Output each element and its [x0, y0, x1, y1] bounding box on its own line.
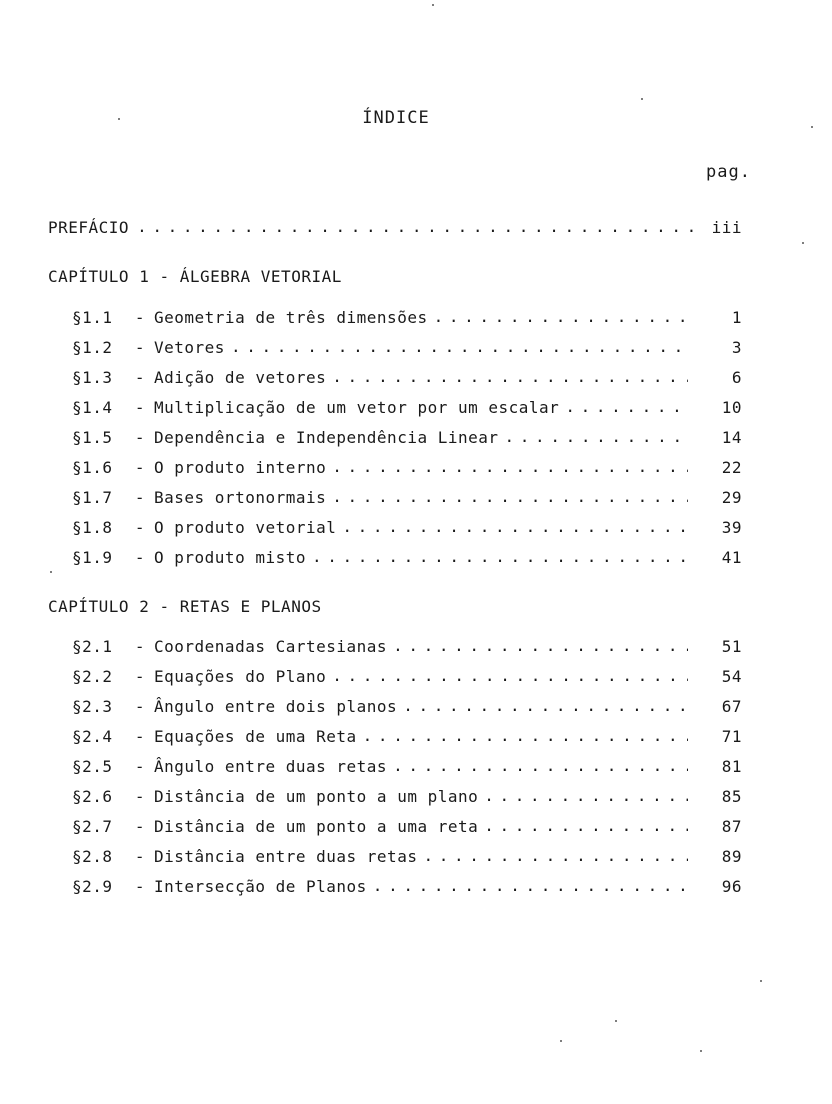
toc-entry[interactable]: §2.9 - Intersecção de Planos . . . 96 — [72, 876, 742, 906]
section-number: §1.8 — [72, 518, 113, 537]
section-title: Ângulo entre duas retas — [154, 757, 388, 776]
toc-entry[interactable]: §2.8 - Distância entre duas retas . . . 89 — [72, 846, 742, 876]
page-number: 89 — [721, 847, 742, 866]
page-number: 87 — [721, 817, 742, 836]
page-number: 14 — [721, 428, 742, 447]
toc-entry[interactable]: §1.4 - Multiplicação de um vetor por um escalar . . . 10 — [72, 397, 742, 427]
dot-leader — [332, 457, 688, 473]
section-number: §2.9 — [72, 877, 113, 896]
section-number: §2.4 — [72, 727, 113, 746]
section-number: §2.6 — [72, 787, 113, 806]
toc-entry[interactable]: §1.2 - Vetores . . . 3 — [72, 337, 742, 367]
page-title: ÍNDICE — [362, 108, 430, 128]
dot-leader — [403, 696, 688, 712]
page-number: 29 — [721, 488, 742, 507]
section-title: Adição de vetores — [154, 368, 327, 387]
section-number: §1.2 — [72, 338, 113, 357]
dot-leader — [393, 756, 688, 772]
dot-leader — [373, 876, 688, 892]
section-number: §1.9 — [72, 548, 113, 567]
dot-leader — [332, 666, 688, 682]
scan-speck — [50, 571, 52, 573]
page-number: 85 — [721, 787, 742, 806]
dot-leader — [393, 636, 688, 652]
chapter-2-entries — [72, 636, 742, 906]
chapter-1-entries — [72, 307, 742, 577]
section-title: Bases ortonormais — [154, 488, 327, 507]
section-number: §2.7 — [72, 817, 113, 836]
scan-speck — [760, 980, 762, 982]
dot-leader — [342, 517, 688, 533]
toc-entry[interactable]: §2.6 - Distância de um ponto a um plano . . . 85 — [72, 786, 742, 816]
scan-speck — [118, 118, 120, 120]
preface-page: iii — [711, 218, 742, 237]
page-number: 54 — [721, 667, 742, 686]
scan-speck — [811, 126, 813, 128]
dot-leader — [312, 547, 688, 563]
section-title: Distância de um ponto a um plano — [154, 787, 479, 806]
section-number: §1.1 — [72, 308, 113, 327]
scan-speck — [700, 1050, 702, 1052]
section-title: Dependência e Independência Linear — [154, 428, 499, 447]
dot-leader — [434, 307, 688, 323]
page-number: 6 — [731, 368, 742, 387]
section-number: §2.5 — [72, 757, 113, 776]
page-number: 10 — [721, 398, 742, 417]
toc-entry[interactable]: §1.9 - O produto misto . . . 41 — [72, 547, 742, 577]
dot-leader — [484, 786, 688, 802]
dot-leader — [423, 846, 688, 862]
dot-leader — [565, 397, 688, 413]
toc-entry[interactable]: §1.8 - O produto vetorial . . . 39 — [72, 517, 742, 547]
dot-leader — [505, 427, 688, 443]
scan-speck — [802, 242, 804, 244]
page-number: 3 — [731, 338, 742, 357]
page-number: 41 — [721, 548, 742, 567]
toc-entry[interactable]: §2.5 - Ângulo entre duas retas . . . 81 — [72, 756, 742, 786]
section-title: Distância de um ponto a uma reta — [154, 817, 479, 836]
section-title: Vetores — [154, 338, 225, 357]
dot-leader — [332, 367, 688, 383]
section-number: §1.5 — [72, 428, 113, 447]
section-title: Geometria de três dimensões — [154, 308, 428, 327]
preface-entry[interactable] — [48, 217, 742, 237]
toc-entry[interactable]: §2.4 - Equações de uma Reta . . . 71 — [72, 726, 742, 756]
section-title: O produto misto — [154, 548, 306, 567]
toc-entry[interactable]: §1.1 - Geometria de três dimensões . . . 1 — [72, 307, 742, 337]
section-title: Intersecção de Planos — [154, 877, 367, 896]
dot-leader — [363, 726, 688, 742]
page-number: 67 — [721, 697, 742, 716]
section-title: Equações do Plano — [154, 667, 327, 686]
toc-entry[interactable]: §2.1 - Coordenadas Cartesianas . . . 51 — [72, 636, 742, 666]
section-number: §2.8 — [72, 847, 113, 866]
page-number: 1 — [731, 308, 742, 327]
section-number: §1.6 — [72, 458, 113, 477]
section-number: §1.7 — [72, 488, 113, 507]
chapter-1-heading: CAPÍTULO 1 - ÁLGEBRA VETORIAL — [48, 267, 342, 286]
toc-entry[interactable]: §1.6 - O produto interno . . . 22 — [72, 457, 742, 487]
section-title: Coordenadas Cartesianas — [154, 637, 388, 656]
section-title: O produto interno — [154, 458, 327, 477]
page-number: 39 — [721, 518, 742, 537]
toc-entry[interactable]: §1.5 - Dependência e Independência Linear . . . 14 — [72, 427, 742, 457]
toc-entry[interactable]: §2.2 - Equações do Plano . . . 54 — [72, 666, 742, 696]
toc-entry[interactable]: §2.3 - Ângulo entre dois planos . . . 67 — [72, 696, 742, 726]
dot-leader — [231, 337, 688, 353]
section-title: O produto vetorial — [154, 518, 337, 537]
chapter-2-heading: CAPÍTULO 2 - RETAS E PLANOS — [48, 597, 322, 616]
section-number: §2.1 — [72, 637, 113, 656]
section-title: Ângulo entre dois planos — [154, 697, 398, 716]
page-column-label: pag. — [706, 162, 751, 182]
toc-entry[interactable]: §1.7 - Bases ortonormais . . . 29 — [72, 487, 742, 517]
section-title: Distância entre duas retas — [154, 847, 418, 866]
section-number: §2.3 — [72, 697, 113, 716]
toc-entry[interactable]: §2.7 - Distância de um ponto a uma reta . . . 87 — [72, 816, 742, 846]
section-title: Equações de uma Reta — [154, 727, 357, 746]
page-number: 51 — [721, 637, 742, 656]
dot-leader — [137, 217, 704, 233]
dot-leader — [484, 816, 688, 832]
scan-speck — [641, 98, 643, 100]
section-number: §2.2 — [72, 667, 113, 686]
scan-speck — [432, 4, 434, 6]
preface-label: PREFÁCIO — [48, 218, 130, 237]
scan-speck — [560, 1040, 562, 1042]
scan-speck — [615, 1020, 617, 1022]
toc-entry[interactable]: §1.3 - Adição de vetores . . . 6 — [72, 367, 742, 397]
page-number: 71 — [721, 727, 742, 746]
section-title: Multiplicação de um vetor por um escalar — [154, 398, 560, 417]
page-number: 22 — [721, 458, 742, 477]
page-number: 81 — [721, 757, 742, 776]
dot-leader — [332, 487, 688, 503]
section-number: §1.4 — [72, 398, 113, 417]
page-number: 96 — [721, 877, 742, 896]
section-number: §1.3 — [72, 368, 113, 387]
